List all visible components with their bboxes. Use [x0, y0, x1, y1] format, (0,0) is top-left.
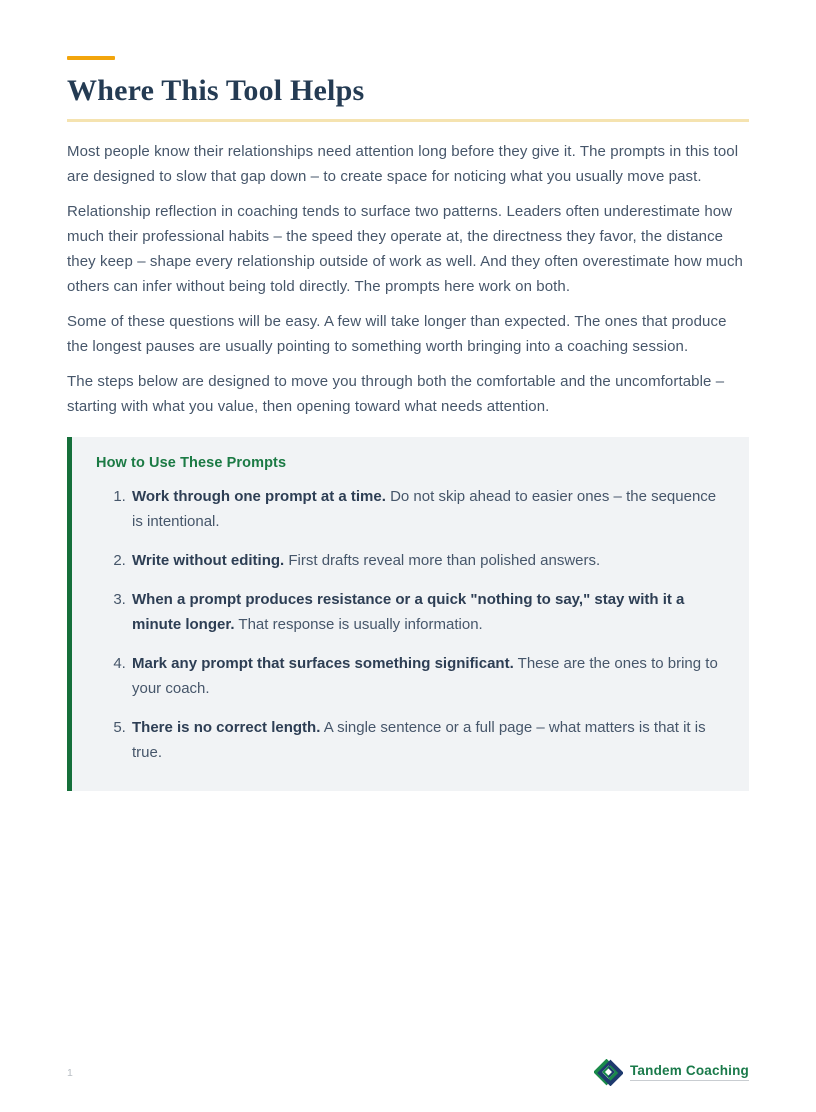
- callout-heading: How to Use These Prompts: [96, 455, 287, 471]
- brand-logo: [594, 1059, 749, 1086]
- list-item: [130, 484, 721, 534]
- list-item: [130, 715, 721, 765]
- list-item-lead: Write without editing.: [132, 552, 285, 569]
- tandem-diamond-icon: [594, 1059, 623, 1086]
- document-page: [0, 56, 816, 1112]
- list-item-text: That response is usually information.: [238, 616, 483, 633]
- paragraph: Most people know their relationships need attention long before they give it. The prompts in this tool are designed to slow that gap down – to create space for noticing what you usually move past.: [67, 143, 739, 185]
- list-item-text: These are the ones to bring to your coach.: [132, 655, 718, 697]
- list-item-text: A single sentence or a full page – what matters is that it is true.: [132, 719, 706, 761]
- body-copy: [67, 139, 749, 419]
- paragraph: Some of these questions will be easy. A few will take longer than expected. The ones that produce the longest pauses are usually pointing to something worth bringing into a coaching session.: [67, 313, 727, 355]
- title-rule: [67, 119, 749, 122]
- list-item-lead: When a prompt produces resistance or a quick "nothing to say," stay with it a minute longer.: [132, 591, 685, 633]
- page-title: Where This Tool Helps: [67, 74, 365, 107]
- list-item: [130, 548, 721, 573]
- list-item-lead: Work through one prompt at a time.: [132, 488, 386, 505]
- list-item-text: Do not skip ahead to easier ones – the sequence is intentional.: [132, 488, 717, 530]
- brand-name: Tandem Coaching: [630, 1064, 749, 1082]
- instruction-list: [96, 484, 721, 765]
- how-to-use-callout: [67, 437, 749, 791]
- list-item-lead: Mark any prompt that surfaces something significant.: [132, 655, 514, 672]
- page-number: 1: [67, 1066, 73, 1079]
- paragraph: Relationship reflection in coaching tends to surface two patterns. Leaders often underestimate how much their professional habits – the speed they operate at, the directness they favor, the distance they keep – shape every relationship outside of work as well. And they often overestimate how much others can infer without being told directly. The prompts here work on both.: [67, 203, 744, 295]
- list-item: [130, 651, 721, 701]
- list-item-lead: There is no correct length.: [132, 719, 321, 736]
- list-item-text: First drafts reveal more than polished answers.: [288, 552, 601, 569]
- list-item: [130, 587, 721, 637]
- accent-bar: [67, 56, 115, 60]
- page-footer: [67, 1059, 749, 1086]
- paragraph: The steps below are designed to move you through both the comfortable and the uncomfortable – starting with what you value, then opening toward what needs attention.: [67, 373, 725, 415]
